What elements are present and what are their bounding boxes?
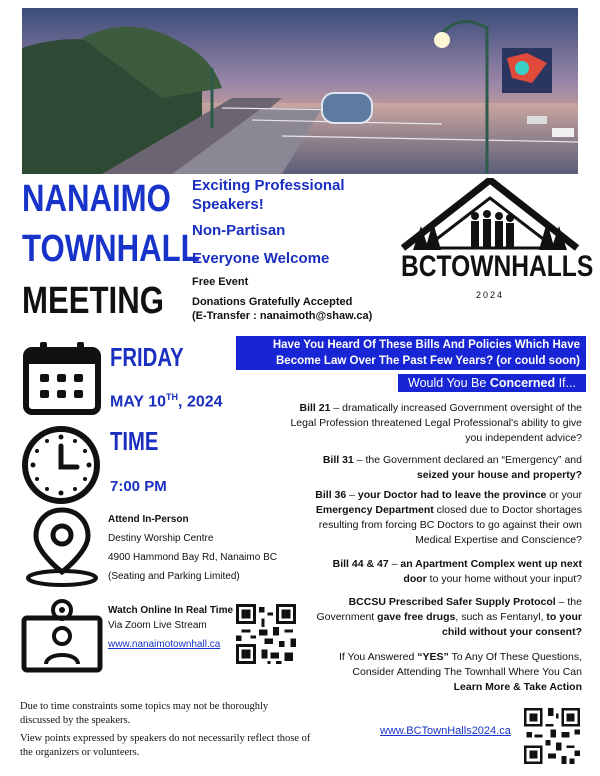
bill-44-47-bold: an Apartment Complex went up next door — [400, 558, 582, 585]
bill-36-bold1: your Doctor had to leave the province — [357, 489, 547, 501]
free-event-text: Free Event — [192, 276, 249, 288]
venue-address: 4900 Hammond Bay Rd, Nanaimo BC — [108, 552, 277, 563]
bill-36-item — [292, 488, 582, 548]
bill-44-47-t2: to your home without your input? — [426, 573, 582, 585]
everyone-welcome-text: Everyone Welcome — [192, 250, 330, 267]
bccsu-bold1: gave free drugs — [377, 611, 456, 623]
bill-36-name: Bill 36 — [315, 489, 347, 501]
closing-l1b: To Any Of These Questions, — [448, 651, 582, 663]
closing-text — [292, 650, 582, 695]
speakers-heading: Exciting Professional Speakers! — [192, 177, 345, 213]
note-viewpoints: View points expressed by speakers do not necessarily reflect those of the organizers or volunteers. — [20, 733, 311, 758]
etransfer-line: (E-Transfer : nanaimoth@shaw.ca) — [192, 310, 373, 322]
qr-code-icon[interactable] — [524, 708, 580, 764]
venue-block — [108, 510, 277, 586]
event-day: FRIDAY — [110, 342, 184, 372]
online-block — [108, 603, 243, 652]
event-date — [110, 392, 223, 411]
bill-44-47-item — [322, 557, 582, 587]
bill-31-name: Bill 31 — [322, 454, 354, 466]
venue-note: (Seating and Parking Limited) — [108, 571, 240, 582]
bill-36-t1: – — [346, 489, 358, 501]
bccsu-bold2: to your child without your consent? — [442, 611, 582, 638]
logo-wordmark: BCTOWNHALLS — [401, 250, 594, 283]
concerned-bold: Concerned — [489, 376, 556, 390]
bills-banner: Have You Heard Of These Bills And Policies Which Have Become Law Over The Past Few Years? (or could soon) — [236, 336, 586, 370]
hero-photo — [22, 8, 578, 174]
donations-line: Donations Gratefully Accepted — [192, 296, 353, 308]
closing-l3: Learn More & Take Action — [453, 681, 582, 693]
venue-heading: Attend In-Person — [108, 514, 189, 525]
title-line-3: MEETING — [22, 280, 164, 322]
bill-31-text: – the Government declared an “Emergency” and — [353, 454, 582, 466]
bill-44-47-t1: – — [388, 558, 401, 570]
bctownhalls-logo — [395, 178, 594, 313]
closing-l2: Consider Attending The Townhall Where You Can — [352, 666, 582, 678]
qr-code-icon[interactable] — [236, 604, 296, 664]
bccsu-name: BCCSU Prescribed Safer Supply Protocol — [348, 596, 556, 608]
clock-icon — [20, 424, 102, 506]
title-line-1: NANAIMO — [22, 178, 171, 220]
closing-yes: “YES” — [417, 651, 449, 663]
bill-21-text: – dramatically increased Government oversight of the Legal Profession threatened Legal Professional's ability to give you independent advice? — [290, 402, 582, 444]
concerned-post: If... — [555, 376, 576, 390]
date-main: MAY 10 — [110, 393, 167, 411]
bill-44-47-name: Bill 44 & 47 — [332, 558, 389, 570]
closing-l1a: If You Answered — [338, 651, 418, 663]
bill-36-t3: closed due to Doctor shortages resulting from forcing BC Doctors to go against their own Medical Expertise and Conscience? — [318, 504, 582, 546]
calendar-icon — [22, 340, 102, 416]
date-suffix: TH — [166, 392, 179, 402]
bccsu-item — [312, 595, 582, 640]
time-label: TIME — [110, 426, 159, 456]
online-url-link[interactable]: www.nanaimotownhall.ca — [108, 639, 221, 650]
donations-text — [192, 295, 372, 323]
concerned-pre: Would You Be — [408, 376, 490, 390]
bill-31-bold: seized your house and property? — [416, 469, 582, 481]
bill-21-item — [282, 401, 582, 446]
title-line-2: TOWNHALL — [22, 228, 200, 270]
online-heading: Watch Online In Real Time — [108, 605, 234, 616]
bill-31-item — [312, 453, 582, 483]
non-partisan-text: Non-Partisan — [192, 222, 286, 239]
bill-36-bold2: Emergency Department — [315, 504, 434, 516]
bill-36-t2: or your — [546, 489, 582, 501]
video-stream-icon — [20, 598, 104, 676]
bccsu-t1: – the Government — [316, 596, 582, 623]
time-value: 7:00 PM — [110, 478, 167, 495]
logo-year: 2024 — [475, 290, 505, 300]
note-time-constraints: Due to time constraints some topics may not be thoroughly discussed by the speakers. — [20, 701, 269, 726]
venue-name: Destiny Worship Centre — [108, 533, 214, 544]
concerned-banner — [398, 374, 586, 392]
bill-21-name: Bill 21 — [299, 402, 331, 414]
date-year: , 2024 — [178, 393, 223, 411]
bccsu-t2: , such as Fentanyl, — [455, 611, 547, 623]
location-pin-icon — [22, 506, 102, 588]
online-via: Via Zoom Live Stream — [108, 620, 207, 631]
website-link[interactable]: www.BCTownHalls2024.ca — [380, 725, 511, 737]
